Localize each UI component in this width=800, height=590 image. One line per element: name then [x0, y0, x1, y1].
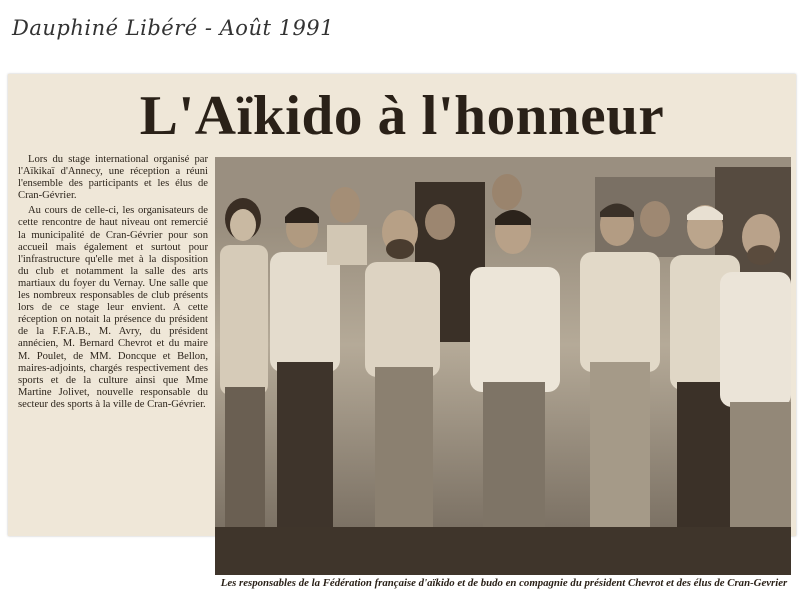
group-photo [215, 157, 791, 575]
article-body [18, 154, 208, 414]
photo-caption: Les responsables de la Fédération française d'aïkido et de budo en compagnie du président Chevrot et des élus de Cran-Gevrier [220, 577, 788, 589]
article-paragraph-2: Au cours de celle-ci, les organisateurs de cette rencontre de haut niveau ont remercié la municipalité de Cran-Gévrier pour son accueil mais également et surtout pour l'infrastructure qu'elle met à la disposition du club et notamment la salle des arts martiaux du foyer du Vernay. Une salle que les nombreux responsables de club présents lors de ce stage leur envient. A cette réception on notait la présence du président de la F.F.A.B., M. Avry, du président annécien, M. Bernard Chevrot et du maire M. Poulet, de MM. Doncque et Bellon, maires-adjoints, chargés respectivement des sports et de la culture ainsi que Mme Martine Jolivet, nouvelle responsable du secteur des sports à la ville de Cran-Gévrier. [18, 205, 208, 410]
headline: L'Aïkido à l'honneur [139, 85, 665, 147]
newspaper-clipping [8, 74, 796, 589]
group-photo-image [215, 157, 791, 575]
article-paragraph-1: Lors du stage international organisé par l'Aïkikaï d'Annecy, une réception a réuni l'ensemble des participants et les élus de Cran-Gévrier. [18, 154, 208, 202]
handwritten-annotation: Dauphiné Libéré - Août 1991 [12, 16, 335, 40]
